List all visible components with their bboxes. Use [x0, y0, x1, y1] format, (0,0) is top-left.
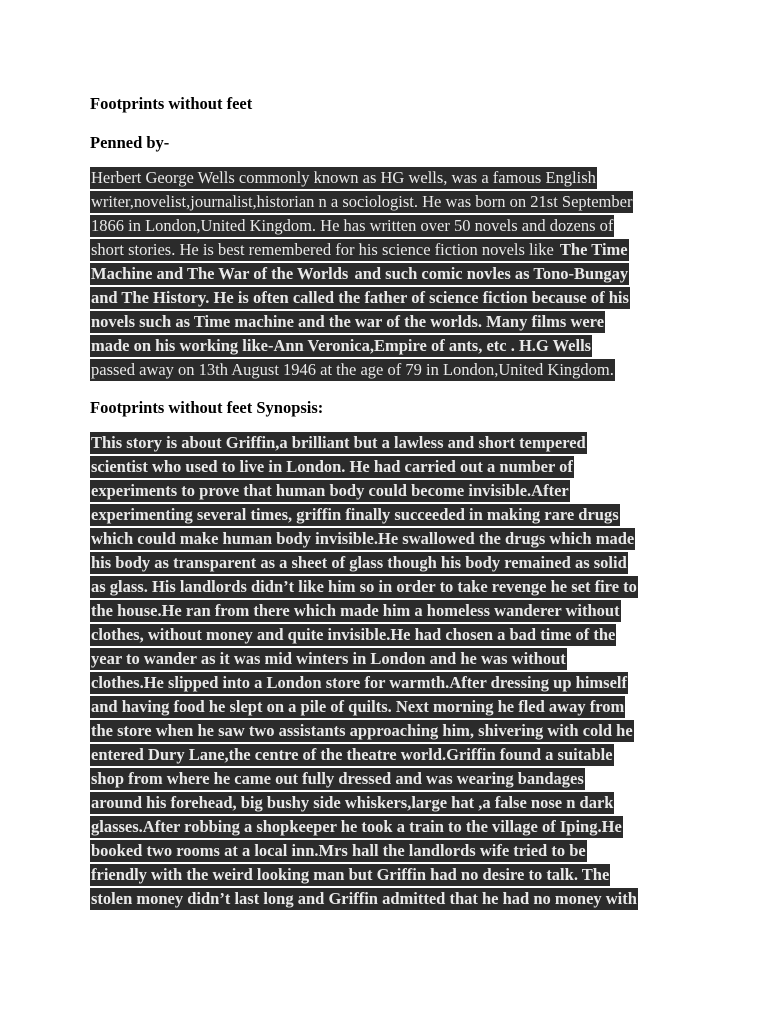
highlighted-text-run: experiments to prove that human body could become invisible.After: [91, 481, 569, 500]
text-line: [90, 238, 629, 262]
text-line: [90, 503, 620, 527]
text-line: [90, 190, 633, 214]
text-line: [90, 863, 610, 887]
text-line: [90, 262, 629, 286]
text-line: [90, 671, 628, 695]
highlighted-text-run: clothes.He slipped into a London store for warmth.After dressing up himself: [91, 673, 627, 692]
highlighted-text-run: and having food he slept on a pile of quilts. Next morning he fled away from: [91, 697, 625, 716]
text-line: [90, 791, 614, 815]
highlighted-text-run: experimenting several times, griffin finally succeeded in making rare drugs: [91, 505, 619, 524]
text-line: [90, 767, 585, 791]
highlighted-text-run: clothes, without money and quite invisible.He had chosen a bad time of the: [91, 625, 616, 644]
text-line: [90, 431, 587, 455]
text-line: [90, 527, 635, 551]
text-line: [90, 623, 616, 647]
text-line: [90, 719, 634, 743]
highlighted-text-run: made on his working like-Ann Veronica,Empire of ants, etc . H.G Wells: [91, 336, 592, 355]
highlighted-text-run: his body as transparent as a sheet of glass though his body remained as solid: [91, 553, 627, 572]
text-line: [90, 286, 630, 310]
text-line: [90, 647, 567, 671]
highlighted-text-run: shop from where he came out fully dressed and was wearing bandages: [91, 769, 584, 788]
highlighted-text-run: the store when he saw two assistants approaching him, shivering with cold he: [91, 721, 633, 740]
highlighted-text-run: The Time: [559, 240, 628, 259]
highlighted-text-run: 1866 in London,United Kingdom. He has written over 50 novels and dozens of: [91, 216, 614, 235]
highlighted-text-run: glasses.After robbing a shopkeeper he took a train to the village of Iping.He: [91, 817, 622, 836]
text-line: [90, 334, 592, 358]
highlighted-text-run: the house.He ran from there which made him a homeless wanderer without: [91, 601, 620, 620]
highlighted-text-run: passed away on 13th August 1946 at the age of 79 in London,United Kingdom.: [91, 360, 614, 379]
text-line: [90, 599, 621, 623]
highlighted-text-run: around his forehead, big bushy side whiskers,large hat ,a false nose n dark: [91, 793, 614, 812]
text-line: [90, 887, 638, 911]
highlighted-text-run: novels such as Time machine and the war of the worlds. Many films were: [91, 312, 605, 331]
highlighted-text-run: Machine and The War of the Worlds: [91, 264, 353, 283]
highlighted-text-run: writer,novelist,journalist,historian n a sociologist. He was born on 21st September: [91, 192, 633, 211]
highlighted-text-run: year to wander as it was mid winters in London and he was without: [91, 649, 566, 668]
highlighted-text-run: and The History. He is often called the father of science fiction because of his: [91, 288, 629, 307]
synopsis-heading: Footprints without feet Synopsis:: [90, 398, 324, 417]
text-line: [90, 815, 623, 839]
text-line: [90, 455, 574, 479]
text-line: [90, 743, 614, 767]
text-line: [90, 695, 625, 719]
text-line: [90, 575, 638, 599]
highlighted-text-run: scientist who used to live in London. He had carried out a number of: [91, 457, 573, 476]
text-line: [90, 166, 597, 190]
highlighted-text-run: which could make human body invisible.He swallowed the drugs which made: [91, 529, 635, 548]
highlighted-text-run: as glass. His landlords didn’t like him so in order to take revenge he set fire to: [91, 577, 637, 596]
highlighted-text-run: friendly with the weird looking man but Griffin had no desire to talk. The: [91, 865, 610, 884]
text-line: [90, 358, 615, 382]
document-title: Footprints without feet: [90, 94, 253, 113]
penned-by-label: Penned by-: [90, 133, 170, 152]
text-line: [90, 479, 570, 503]
text-line: [90, 551, 628, 575]
highlighted-text-run: short stories. He is best remembered for his science fiction novels like: [91, 240, 558, 259]
highlighted-text-run: This story is about Griffin,a brilliant but a lawless and short tempered: [91, 433, 586, 452]
text-line: [90, 310, 605, 334]
highlighted-text-run: entered Dury Lane,the centre of the theatre world.Griffin found a suitable: [91, 745, 613, 764]
text-line: [90, 839, 587, 863]
highlighted-text-run: booked two rooms at a local inn.Mrs hall the landlords wife tried to be: [91, 841, 586, 860]
highlighted-text-run: Herbert George Wells commonly known as HG wells, was a famous English: [91, 168, 596, 187]
highlighted-text-run: stolen money didn’t last long and Griffin admitted that he had no money with: [91, 889, 637, 908]
highlighted-text-run: and such comic novles as Tono-Bungay: [354, 264, 629, 283]
text-line: [90, 214, 614, 238]
